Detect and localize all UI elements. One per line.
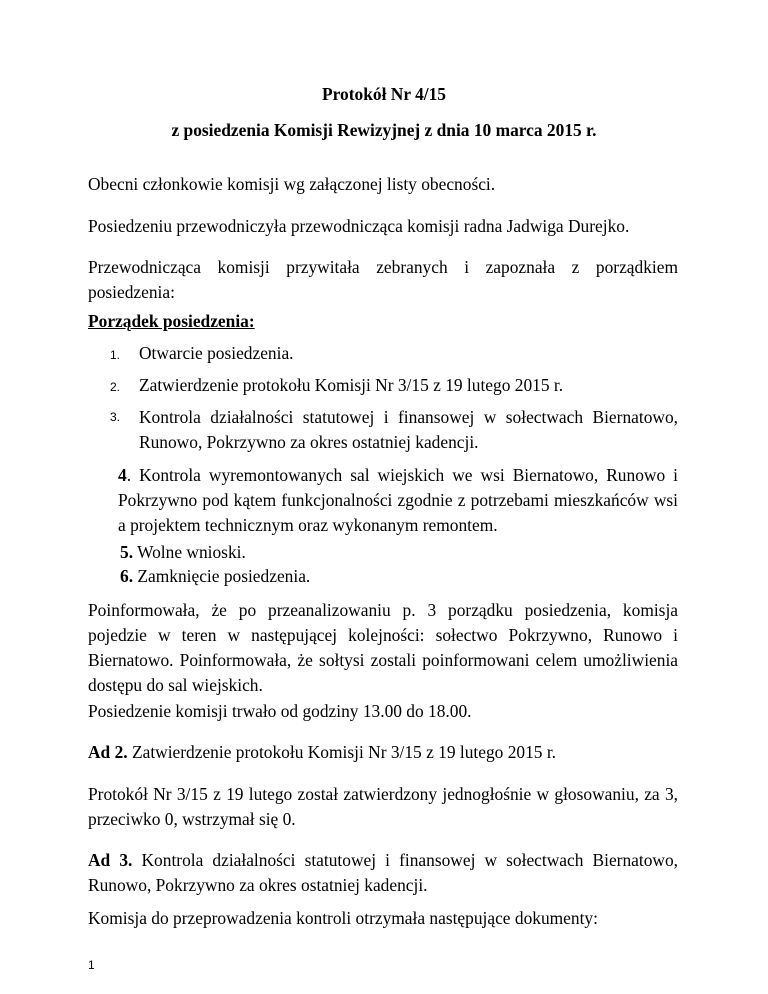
chair-paragraph: Posiedzeniu przewodniczyła przewodnicząca komisji radna Jadwiga Durejko. — [88, 216, 630, 236]
greeting-paragraph: Przewodnicząca komisji przywitała zebranych i zapoznała z porządkiem posiedzenia: — [88, 257, 678, 302]
agenda-item-text: Zamknięcie posiedzenia. — [133, 566, 311, 586]
vote-paragraph: Protokół Nr 3/15 z 19 lutego został zatwierdzony jednogłośnie w głosowaniu, za 3, przeciwko 0, wstrzymał się 0. — [88, 784, 678, 829]
agenda-item-3 — [110, 405, 678, 455]
ad3-text: Kontrola działalności statutowej i finansowej w sołectwach Biernatowo, Runowo, Pokrzywno za okres ostatniej kadencji. — [88, 850, 679, 895]
agenda-item-number: 1. — [110, 348, 121, 362]
agenda-heading: Porządek posiedzenia: — [88, 311, 255, 331]
agenda-item-number: 2. — [110, 380, 121, 394]
agenda-item-5 — [120, 540, 678, 565]
ad2-paragraph — [88, 740, 678, 765]
agenda-item-number: 5. — [120, 542, 134, 562]
document-subtitle: z posiedzenia Komisji Rewizyjnej z dnia 10 marca 2015 r. — [171, 120, 597, 140]
agenda-item-text: Kontrola działalności statutowej i finansowej w sołectwach Biernatowo, Runowo, Pokrzywno za okres ostatniej kadencji. — [139, 407, 678, 452]
ad3-label: Ad 3. — [88, 850, 133, 870]
agenda-item-number: 4 — [118, 465, 127, 485]
document-title: Protokół Nr 4/15 — [322, 84, 446, 104]
agenda-item-text: Zatwierdzenie protokołu Komisji Nr 3/15 z 19 lutego 2015 r. — [139, 375, 564, 395]
agenda-item-1 — [110, 341, 678, 368]
agenda-item-number: 6. — [120, 566, 134, 586]
page-number: 1 — [88, 958, 95, 972]
attendance-paragraph: Obecni członkowie komisji wg załączonej listy obecności. — [88, 174, 496, 194]
agenda-item-6 — [120, 564, 678, 589]
documents-paragraph: Komisja do przeprowadzenia kontroli otrzymała następujące dokumenty: — [88, 908, 598, 928]
agenda-item-number: 3. — [110, 410, 121, 424]
agenda-item-4 — [118, 463, 678, 538]
info-paragraph: Poinformowała, że po przeanalizowaniu p. 3 porządku posiedzenia, komisja pojedzie w teren w następującej kolejności: sołectwo Pokrzywno, Runowo i Biernatowo. Poinformowała, że sołtysi zostali poinformowani celem umożliwienia dostępu do sal wiejskich. — [88, 600, 678, 695]
agenda-item-text: . Kontrola wyremontowanych sal wiejskich we wsi Biernatowo, Runowo i Pokrzywno pod kątem funkcjonalności zgodnie z potrzebami mieszkańców wsi a projektem technicznym oraz wykonanym remontem. — [118, 465, 678, 535]
ad2-label: Ad 2. — [88, 742, 128, 762]
agenda-item-2 — [110, 373, 678, 400]
meeting-time-paragraph: Posiedzenie komisji trwało od godziny 13.00 do 18.00. — [88, 701, 472, 721]
ad2-text: Zatwierdzenie protokołu Komisji Nr 3/15 z 19 lutego 2015 r. — [127, 742, 557, 762]
agenda-item-text: Otwarcie posiedzenia. — [139, 343, 294, 363]
ad3-paragraph — [88, 848, 678, 898]
agenda-item-text: Wolne wnioski. — [133, 542, 246, 562]
